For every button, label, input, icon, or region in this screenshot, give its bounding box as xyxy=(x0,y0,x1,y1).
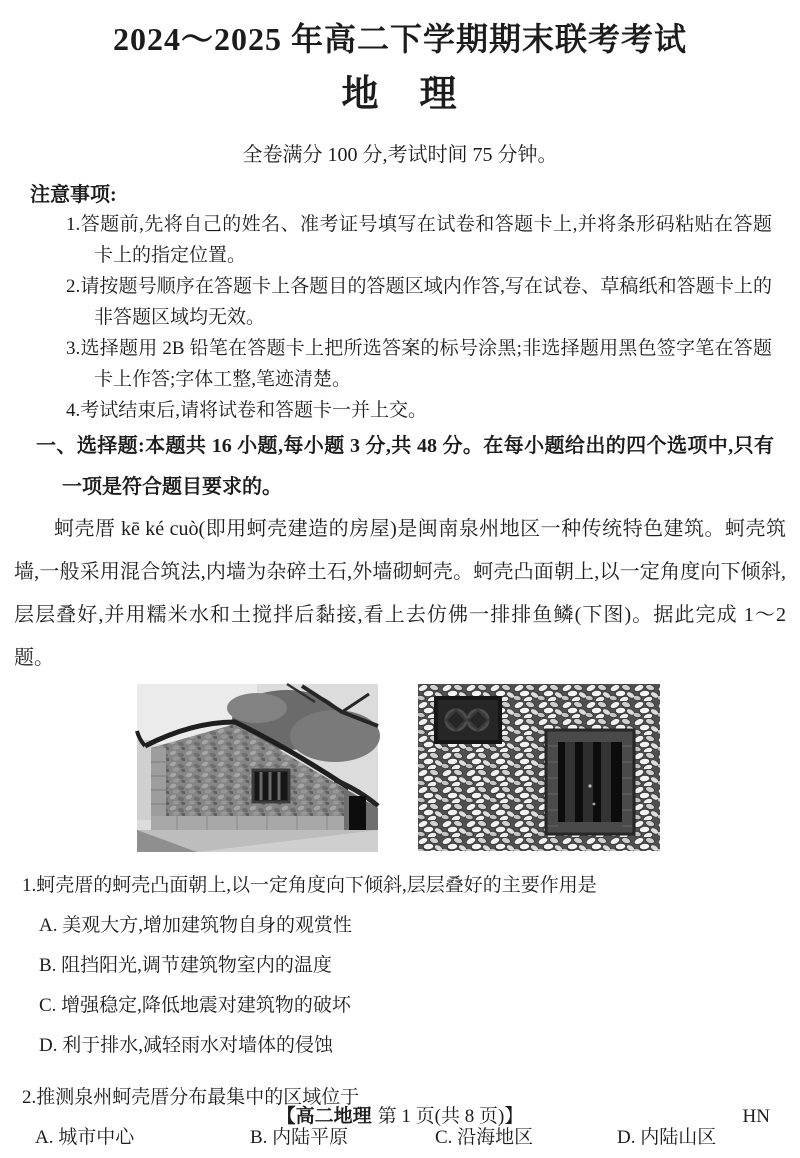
question-2-option-b: B. 内陆平原 xyxy=(250,1127,349,1148)
question-1 xyxy=(0,866,800,1066)
footer-paper-code: HN xyxy=(742,1106,770,1127)
question-1-option-a: A. 美观大方,增加建筑物自身的观赏性 xyxy=(39,915,352,936)
notice-item-2: 2.请按题号顺序在答题卡上各题目的答题区域内作答,写在试卷、草稿纸和答题卡上的非答题区域均无效。 xyxy=(66,276,772,328)
notice-item-3: 3.选择题用 2B 铅笔在答题卡上把所选答案的标号涂黑;非选择题用黑色签字笔在答题卡上作答;字体工整,笔迹清楚。 xyxy=(66,338,772,390)
notice-list xyxy=(0,209,800,426)
footer-subject-label: 【高二地理 xyxy=(276,1106,372,1127)
notice-item-4: 4.考试结束后,请将试卷和答题卡一并上交。 xyxy=(66,400,428,421)
notice-label: 注意事项: xyxy=(30,184,117,206)
question-1-stem-text: 蚵壳厝的蚵壳凸面朝上,以一定角度向下倾斜,层层叠好的主要作用是 xyxy=(36,875,597,896)
question-1-option-c: C. 增强稳定,降低地震对建筑物的破坏 xyxy=(39,995,351,1016)
question-1-option-d: D. 利于排水,减轻雨水对墙体的侵蚀 xyxy=(39,1035,333,1056)
question-2-stem-text: 推测泉州蚵壳厝分布最集中的区域位于 xyxy=(36,1087,360,1108)
question-2-option-c: C. 沿海地区 xyxy=(435,1127,534,1148)
question-1-option-b: B. 阻挡阳光,调节建筑物室内的温度 xyxy=(39,955,332,976)
exam-title: 2024～2025 年高二下学期期末联考考试 xyxy=(112,21,687,57)
section-1-heading: 一、选择题:本题共 16 小题,每小题 3 分,共 48 分。在每小题给出的四个选项中,只有一项是符合题目要求的。 xyxy=(36,435,774,498)
figure-row xyxy=(0,684,800,854)
question-2-number: 2. xyxy=(22,1087,37,1108)
oyster-shell-wall-closeup-photo xyxy=(418,684,660,851)
notice-item-1: 1.答题前,先将自己的姓名、准考证号填写在试卷和答题卡上,并将条形码粘贴在答题卡上的指定位置。 xyxy=(66,214,772,266)
exam-subject: 地 理 xyxy=(341,74,459,115)
oyster-wall-photo-drawing xyxy=(418,684,660,851)
footer-page-indicator: 第 1 页(共 8 页)】 xyxy=(377,1106,524,1127)
oyster-house-photo-drawing xyxy=(137,684,378,852)
question-2-option-a: A. 城市中心 xyxy=(35,1127,135,1148)
question-1-number: 1. xyxy=(22,875,37,896)
question-2-option-d: D. 内陆山区 xyxy=(617,1127,717,1148)
question-1-stem xyxy=(22,866,776,906)
passage-oyster-shell-house: 蚵壳厝 kē ké cuò(即用蚵壳建造的房屋)是闽南泉州地区一种传统特色建筑。蚵壳筑墙,一般采用混合筑法,内墙为杂碎土石,外墙砌蚵壳。蚵壳凸面朝上,以一定角度向下倾斜,层层叠好,并用糯米水和土搅拌后黏接,看上去仿佛一排排鱼鳞(下图)。据此完成 1～2 题。 xyxy=(14,518,786,669)
page-footer xyxy=(0,1104,800,1130)
oyster-shell-house-street-photo xyxy=(137,684,378,852)
exam-meta-line: 全卷满分 100 分,考试时间 75 分钟。 xyxy=(242,144,558,166)
